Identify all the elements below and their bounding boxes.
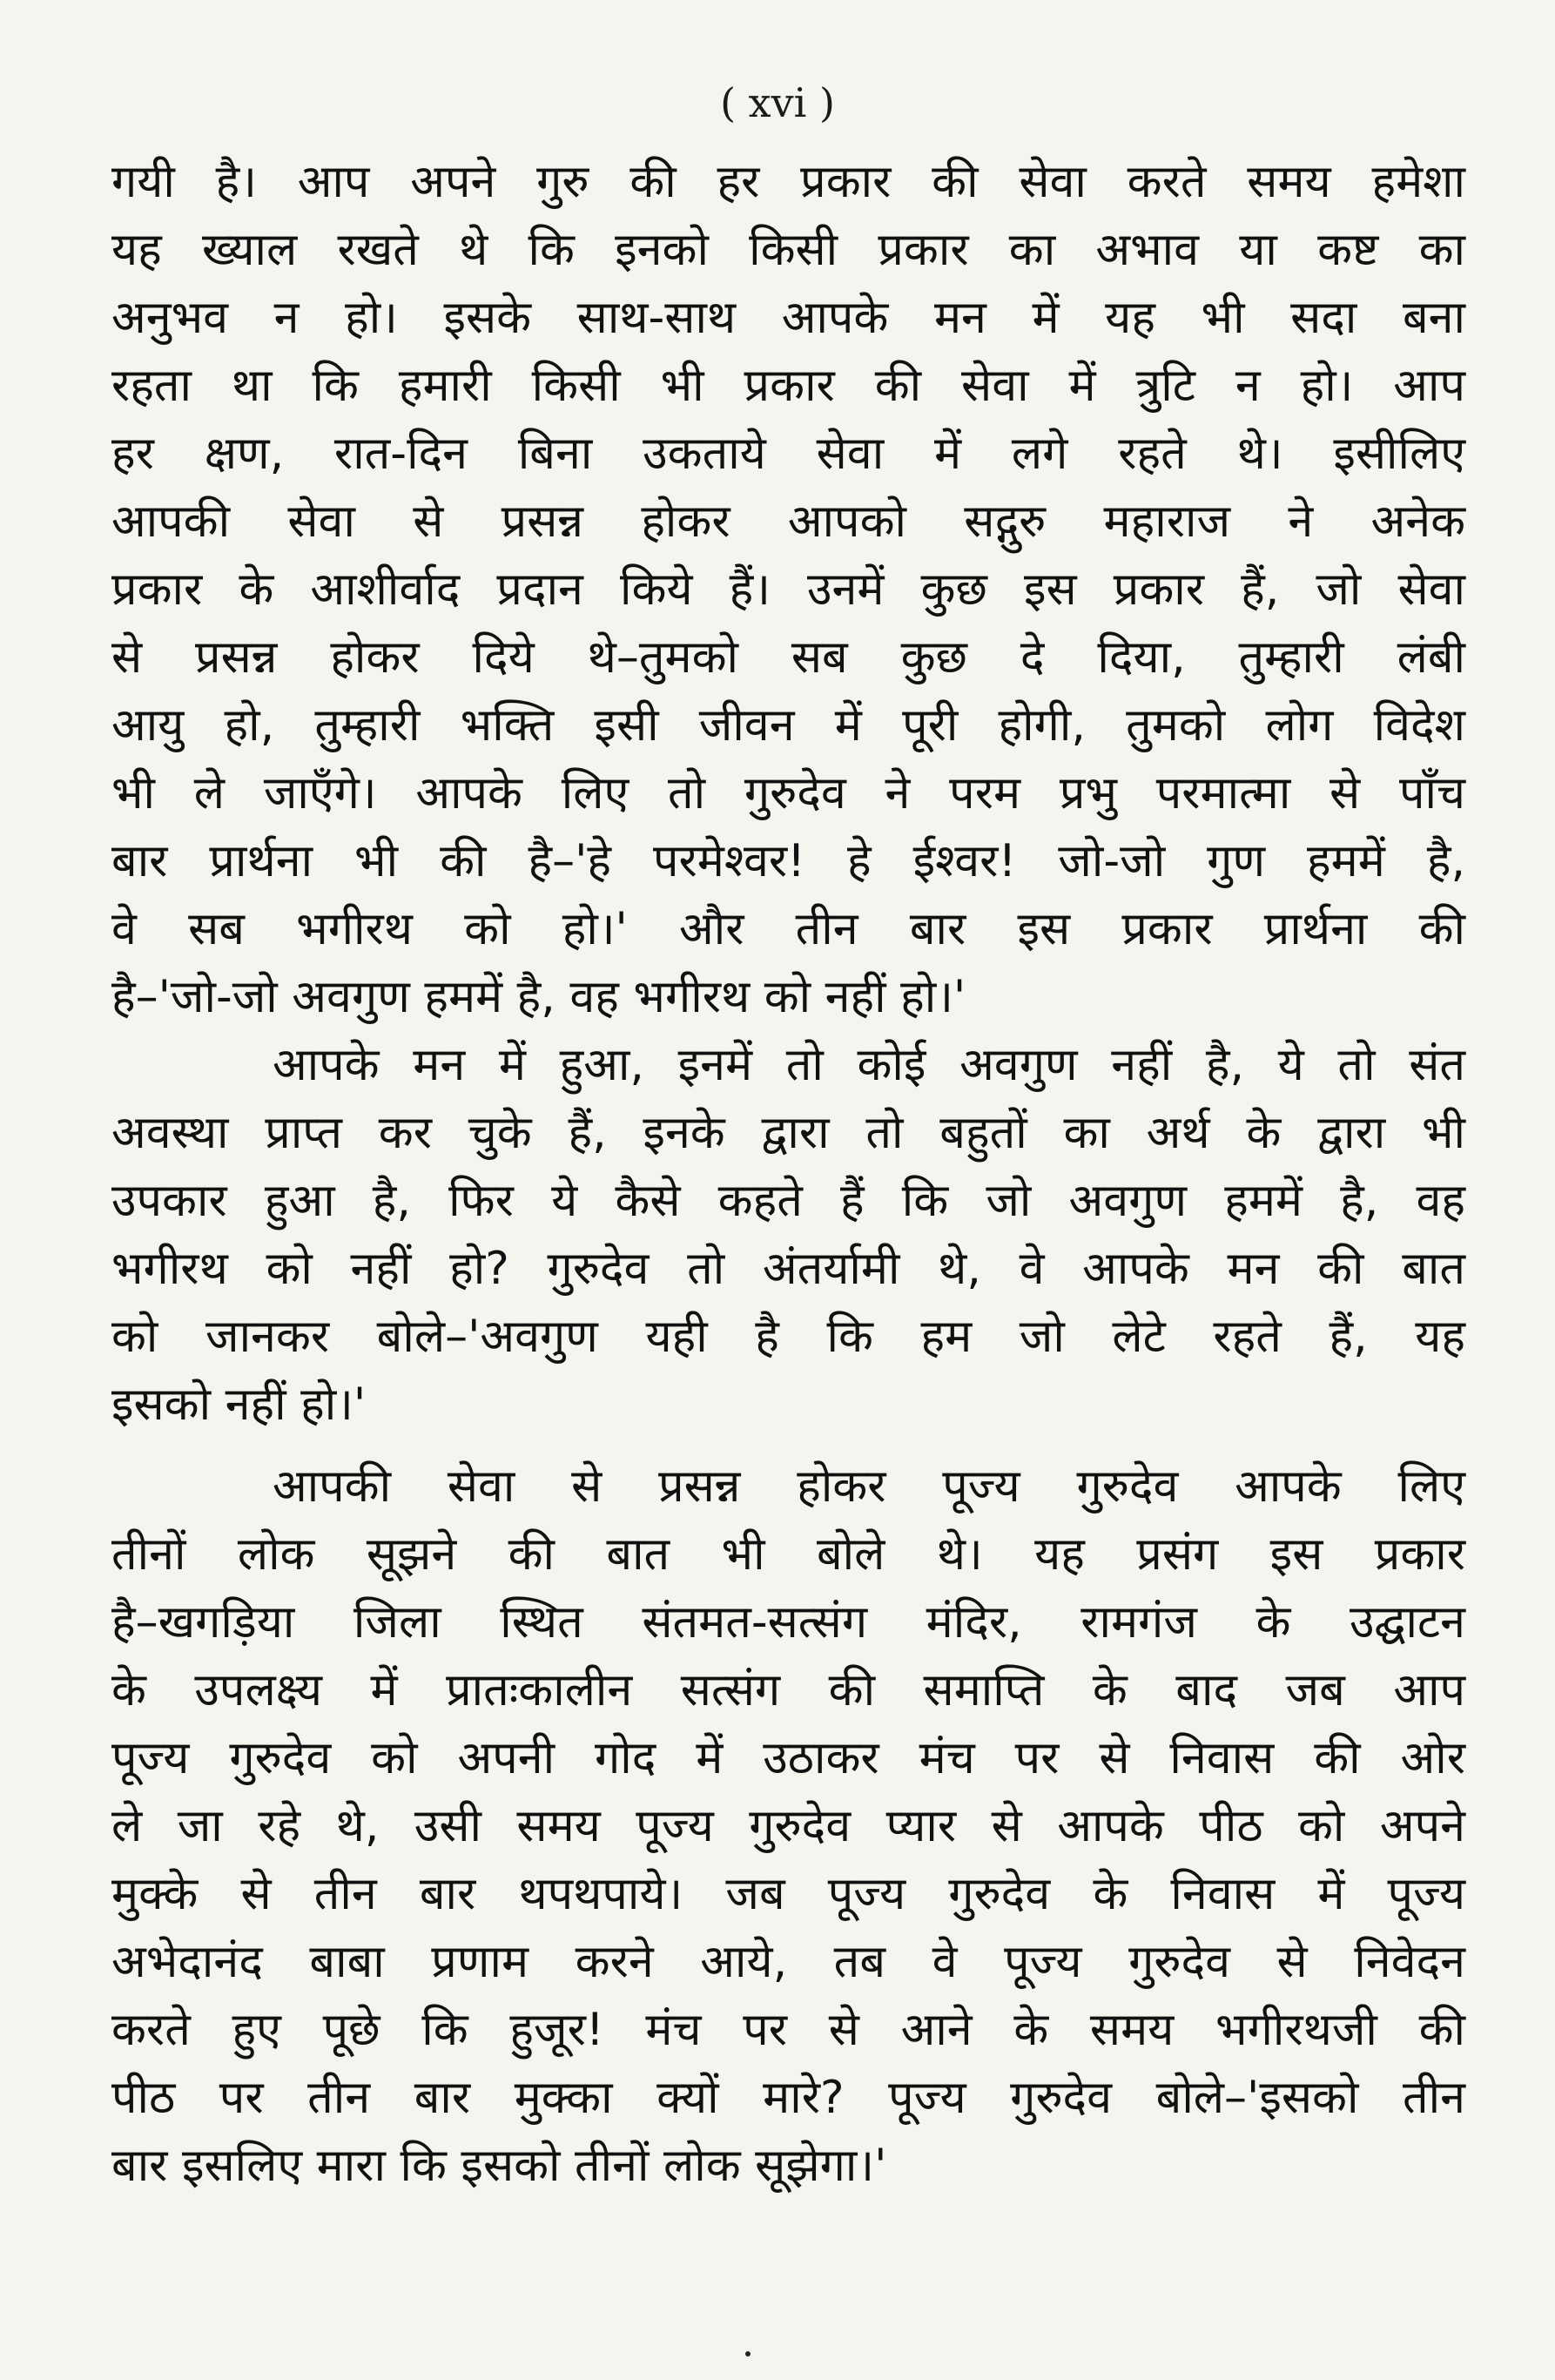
text-line: भी ले जाएँगे। आपके लिए तो गुरुदेव ने परम प्रभु परमात्मा से पाँच (111, 767, 1465, 819)
text-line: को जानकर बोले–'अवगुण यही है कि हम जो लेटे रहते हैं, यह (111, 1311, 1465, 1363)
text-line: से प्रसन्न होकर दिये थे–तुमको सब कुछ दे दिया, तुम्हारी लंबी (111, 631, 1465, 684)
text-line: है–'जो-जो अवगुण हममें है, वह भगीरथ को नहीं हो।' (111, 971, 966, 1023)
text-line: बार प्रार्थना भी की है–'हे परमेश्वर! हे ईश्वर! जो-जो गुण हममें है, (111, 835, 1465, 887)
text-line: हर क्षण, रात-दिन बिना उकताये सेवा में लगे रहते थे। इसीलिए (111, 428, 1465, 480)
text-line: के उपलक्ष्य में प्रातःकालीन सत्संग की समाप्ति के बाद जब आप (111, 1664, 1465, 1716)
text-line: आपकी सेवा से प्रसन्न होकर पूज्य गुरुदेव आपके लिए (273, 1460, 1465, 1513)
text-line: यह ख्याल रखते थे कि इनको किसी प्रकार का अभाव या कष्ट का (111, 224, 1465, 276)
text-line: बार इसलिए मारा कि इसको तीनों लोक सूझेगा।' (111, 2140, 887, 2192)
paragraph-2 (111, 1031, 1465, 1439)
page-number: ( xvi ) (720, 79, 835, 126)
text-line: तीनों लोक सूझने की बात भी बोले थे। यह प्रसंग इस प्रकार (111, 1528, 1465, 1581)
text-line: है–खगड़िया जिला स्थित संतमत-सत्संग मंदिर, रामगंज के उद्घाटन (111, 1596, 1465, 1648)
ink-dot (745, 2351, 751, 2356)
text-line: मुक्के से तीन बार थपथपाये। जब पूज्य गुरुदेव के निवास में पूज्य (111, 1868, 1465, 1920)
paragraph-3 (111, 1453, 1465, 2200)
text-line: अनुभव न हो। इसके साथ-साथ आपके मन में यह भी सदा बना (111, 292, 1465, 344)
paragraph-1 (111, 148, 1465, 1031)
text-line: प्रकार के आशीर्वाद प्रदान किये हैं। उनमें कुछ इस प्रकार हैं, जो सेवा (111, 563, 1465, 616)
text-line: वे सब भगीरथ को हो।' और तीन बार इस प्रकार प्रार्थना की (111, 903, 1465, 955)
text-line: इसको नहीं हो।' (111, 1379, 367, 1431)
text-line: आपके मन में हुआ, इनमें तो कोई अवगुण नहीं है, ये तो संत (273, 1039, 1465, 1091)
text-line: आयु हो, तुम्हारी भक्ति इसी जीवन में पूरी होगी, तुमको लोग विदेश (111, 699, 1465, 752)
text-line: करते हुए पूछे कि हुजूर! मंच पर से आने के समय भगीरथजी की (111, 2004, 1465, 2056)
text-line: अभेदानंद बाबा प्रणाम करने आये, तब वे पूज्य गुरुदेव से निवेदन (111, 1936, 1465, 1988)
text-line: ले जा रहे थे, उसी समय पूज्य गुरुदेव प्यार से आपके पीठ को अपने (111, 1800, 1465, 1852)
text-line: आपकी सेवा से प्रसन्न होकर आपको सद्गुरु महाराज ने अनेक (111, 496, 1465, 548)
text-line: अवस्था प्राप्त कर चुके हैं, इनके द्वारा तो बहुतों का अर्थ के द्वारा भी (111, 1107, 1465, 1159)
text-line: गयी है। आप अपने गुरु की हर प्रकार की सेवा करते समय हमेशा (111, 156, 1465, 208)
text-line: रहता था कि हमारी किसी भी प्रकार की सेवा में त्रुटि न हो। आप (111, 360, 1465, 412)
text-line: उपकार हुआ है, फिर ये कैसे कहते हैं कि जो अवगुण हममें है, वह (111, 1175, 1465, 1227)
page-body (111, 148, 1465, 2200)
text-line: भगीरथ को नहीं हो? गुरुदेव तो अंतर्यामी थे, वे आपके मन की बात (111, 1243, 1465, 1295)
text-line: पूज्य गुरुदेव को अपनी गोद में उठाकर मंच पर से निवास की ओर (111, 1732, 1465, 1784)
text-line: पीठ पर तीन बार मुक्का क्यों मारे? पूज्य गुरुदेव बोले–'इसको तीन (111, 2072, 1465, 2124)
